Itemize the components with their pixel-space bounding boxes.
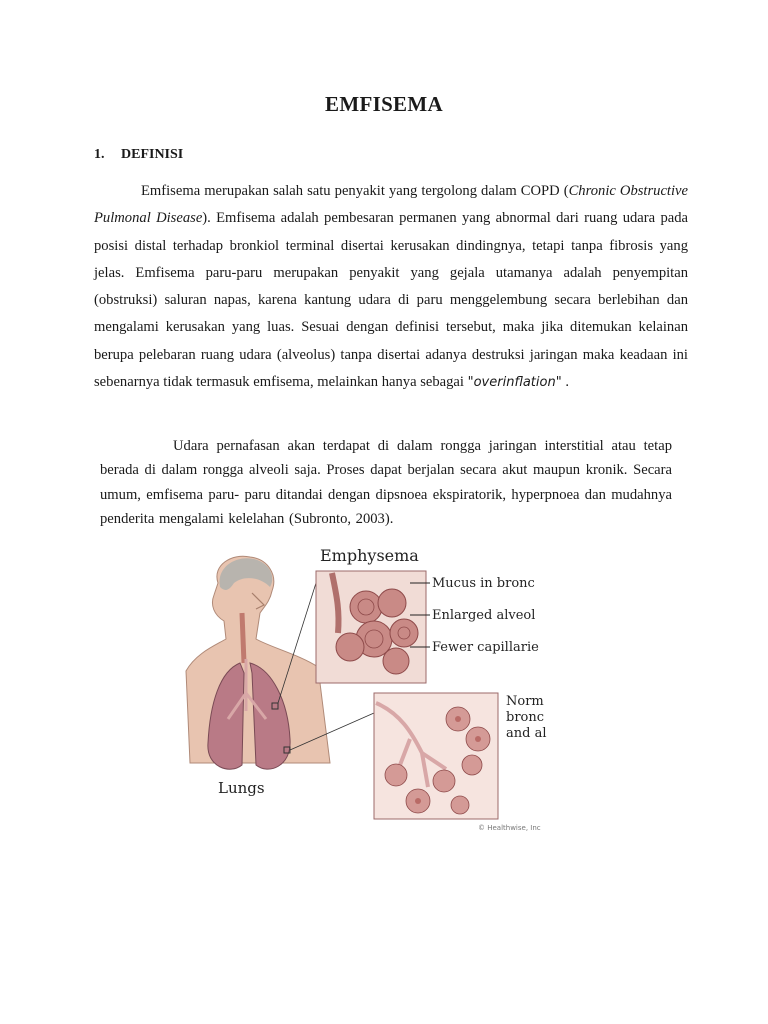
para1-text-3: .: [561, 374, 569, 391]
para1-overinflation: "overinflation": [467, 375, 562, 391]
emphysema-inset: [316, 571, 426, 683]
paragraph-process: Udara pernafasan akan terdapat di dalam rongga jaringan interstitial atau tetap berada di dalam rongga alveoli saja. Proses dapat berjalan secara akut maupun kronik. Secara umum, emfisema paru- paru ditandai dengan dipsnoea ekspiratorik, hyperpnoea dan mudahnya penderita mengalami kelelahan (Subronto, 2003).: [100, 438, 672, 527]
section-heading: [94, 147, 183, 163]
paragraph-definition: [94, 178, 688, 396]
section-heading-text: DEFINISI: [121, 147, 184, 162]
normal-label-3: and al: [506, 726, 547, 741]
normal-label-2: bronc: [506, 710, 545, 725]
callout-enlarged-alveoli: Enlarged alveol: [432, 608, 536, 623]
callout-fewer-capillaries: Fewer capillarie: [432, 640, 539, 655]
emphysema-illustration: [160, 543, 548, 835]
normal-label-1: Norm: [506, 694, 544, 709]
page-title: EMFISEMA: [325, 92, 443, 116]
callout-mucus: Mucus in bronc: [432, 576, 535, 591]
section-number: 1.: [94, 147, 105, 162]
figure-title: Emphysema: [320, 546, 419, 565]
para1-italic-copd: Chronic Obstructive Pulmonal Disease: [94, 183, 688, 227]
para1-text-2: ). Emfisema adalah pembesaran permanen yang abnormal dari ruang udara pada posisi distal terhadap bronkiol terminal disertai kerusakan dindingnya, tetapi tanpa fibrosis yang jelas. Emfisema paru-paru merupakan penyakit yang gejala utamanya adalah penyempitan (obstruksi) saluran napas, karena kantung udara di paru menggelembung secara berlebihan dan mengalami kerusakan yang luas. Sesuai dengan definisi tersebut, maka jika ditemukan kelainan berupa pelebaran ruang udara (alveolus) tanpa disertai adanya destruksi jaringan maka keadaan ini sebenarnya tidak termasuk emfisema, melainkan hanya sebagai: [94, 210, 688, 391]
para1-text-1: Emfisema merupakan salah satu penyakit yang tergolong dalam COPD (: [141, 183, 569, 199]
normal-inset: [374, 693, 498, 819]
lungs-label: Lungs: [218, 779, 265, 797]
figure-credit: © Healthwise, Inc: [478, 824, 541, 832]
